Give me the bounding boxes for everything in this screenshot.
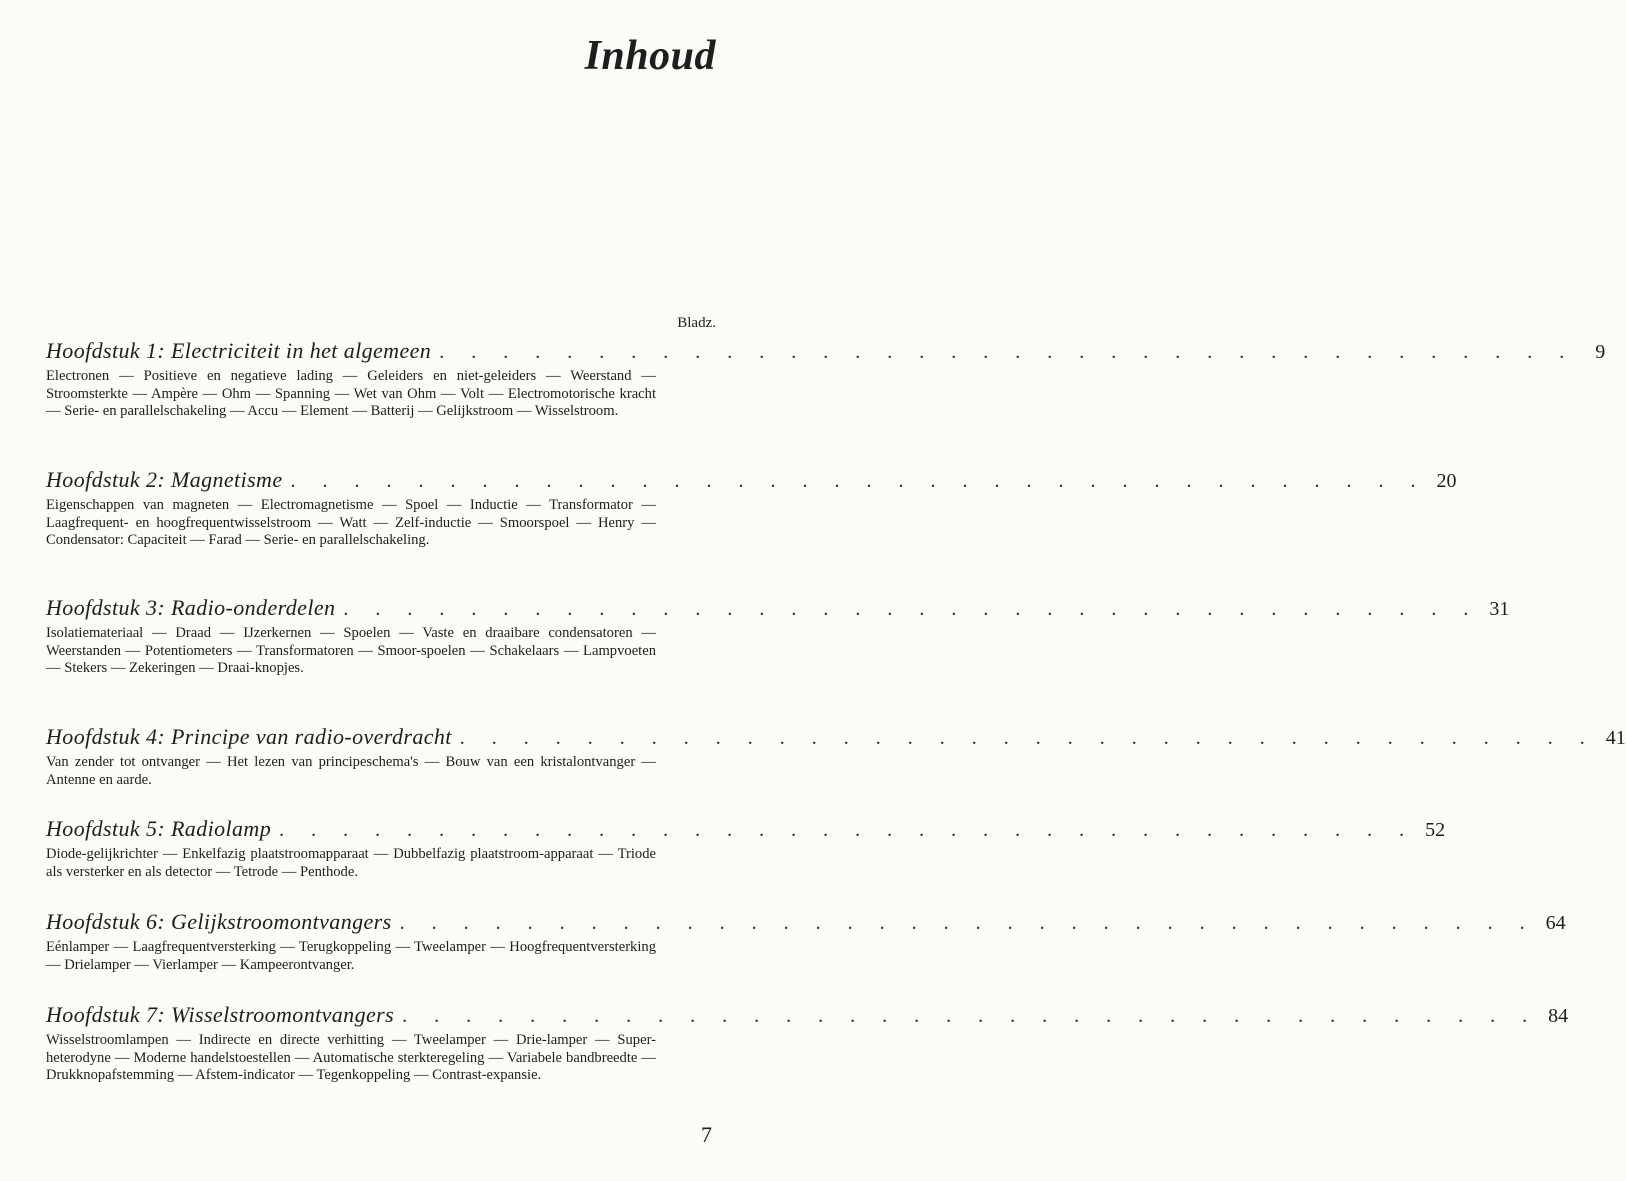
chapter-description: Isolatiemateriaal — Draad — IJzerkernen — Spoelen — Vaste en draaibare condensatoren — Weerstanden — Potentiometers — Transformatoren — Smoor-spoelen — Schakelaars — Lampvoeten — Stekers — Zekeringen — Draai-knopjes. [46, 625, 656, 676]
dot-leader: . . . . . . . . . . . . . . . . . . . . . . . . . . . . . . . . . . . . [399, 912, 1536, 934]
toc-entry-chapter-4 [46, 724, 1626, 789]
dot-leader: . . . . . . . . . . . . . . . . . . . . . . . . . . . . . . . . . . . . [439, 341, 1576, 363]
dot-leader: . . . . . . . . . . . . . . . . . . . . . . . . . . . . . . . . . . . . [402, 1005, 1539, 1027]
chapter-title: Hoofdstuk 4: Principe van radio-overdracht [46, 724, 452, 749]
toc-entry-line [46, 909, 1566, 937]
page-title: Inhoud [584, 33, 716, 79]
chapter-description: Eénlamper — Laagfrequentversterking — Terugkoppeling — Tweelamper — Hoogfrequentversterking — Drielamper — Vierlamper — Kampeerontvanger. [46, 939, 656, 973]
dot-leader: . . . . . . . . . . . . . . . . . . . . . . . . . . . . . . . . . . . . [343, 598, 1480, 620]
dot-leader: . . . . . . . . . . . . . . . . . . . . . . . . . . . . . . . . . . . . [290, 470, 1427, 492]
chapter-title: Hoofdstuk 5: Radiolamp [46, 816, 272, 841]
toc-entry-line [46, 816, 1446, 844]
toc-entry-line [46, 724, 1626, 752]
chapter-title: Hoofdstuk 6: Gelijkstroomontvangers [46, 909, 392, 934]
chapter-page-number: 64 [1545, 912, 1566, 934]
chapter-title: Hoofdstuk 2: Magnetisme [46, 467, 283, 492]
chapter-page-number: 84 [1548, 1005, 1569, 1027]
toc-entry-line [46, 467, 1457, 495]
dot-leader: . . . . . . . . . . . . . . . . . . . . . . . . . . . . . . . . . . . . [459, 727, 1596, 749]
toc-entry-chapter-5 [46, 816, 1446, 881]
footer-page-number: 7 [701, 1122, 712, 1147]
chapter-page-number: 52 [1425, 819, 1446, 841]
chapter-description: Electronen — Positieve en negatieve lading — Geleiders en niet-geleiders — Weerstand — Stroomsterkte — Ampère — Ohm — Spanning — Wet van Ohm — Volt — Electromotorische kracht — Serie- en parallelschakeling — Accu — Element — Batterij — Gelijkstroom — Wisselstroom. [46, 368, 656, 419]
dot-leader: . . . . . . . . . . . . . . . . . . . . . . . . . . . . . . . . . . . . [279, 819, 1416, 841]
toc-entry-chapter-3 [46, 595, 1510, 678]
chapter-page-number: 41 [1605, 727, 1626, 749]
chapter-title: Hoofdstuk 7: Wisselstroomontvangers [46, 1002, 395, 1027]
toc-entry-chapter-7 [46, 1002, 1569, 1085]
chapter-description: Diode-gelijkrichter — Enkelfazig plaatstroomapparaat — Dubbelfazig plaatstroom-apparaat — Triode als versterker en als detector — Tetrode — Penthode. [46, 846, 656, 880]
chapter-page-number: 9 [1595, 341, 1606, 363]
chapter-page-number: 31 [1489, 598, 1510, 620]
page-column-header: Bladz. [677, 315, 716, 331]
toc-entry-line [46, 1002, 1569, 1030]
toc-entry-line [46, 595, 1510, 623]
chapter-description: Eigenschappen van magneten — Electromagnetisme — Spoel — Inductie — Transformator — Laagfrequent- en hoogfrequentwisselstroom — Watt — Zelf-inductie — Smoorspoel — Henry — Condensator: Capaciteit — Farad — Serie- en parallelschakeling. [46, 497, 656, 548]
toc-entry-line [46, 338, 1606, 366]
chapter-description: Wisselstroomlampen — Indirecte en directe verhitting — Tweelamper — Drie-lamper — Super-heterodyne — Moderne handelstoestellen — Automatische sterkteregeling — Variabele bandbreedte — Drukknopafstemming — Afstem-indicator — Tegenkoppeling — Contrast-expansie. [46, 1032, 656, 1083]
toc-entry-chapter-1 [46, 338, 1606, 421]
chapter-title: Hoofdstuk 3: Radio-onderdelen [46, 595, 336, 620]
toc-entry-chapter-2 [46, 467, 1457, 550]
chapter-page-number: 20 [1436, 470, 1457, 492]
chapter-description: Van zender tot ontvanger — Het lezen van principeschema's — Bouw van een kristalontvanger — Antenne en aarde. [46, 754, 656, 788]
toc-entry-chapter-6 [46, 909, 1566, 974]
chapter-title: Hoofdstuk 1: Electriciteit in het algemeen [46, 338, 432, 363]
